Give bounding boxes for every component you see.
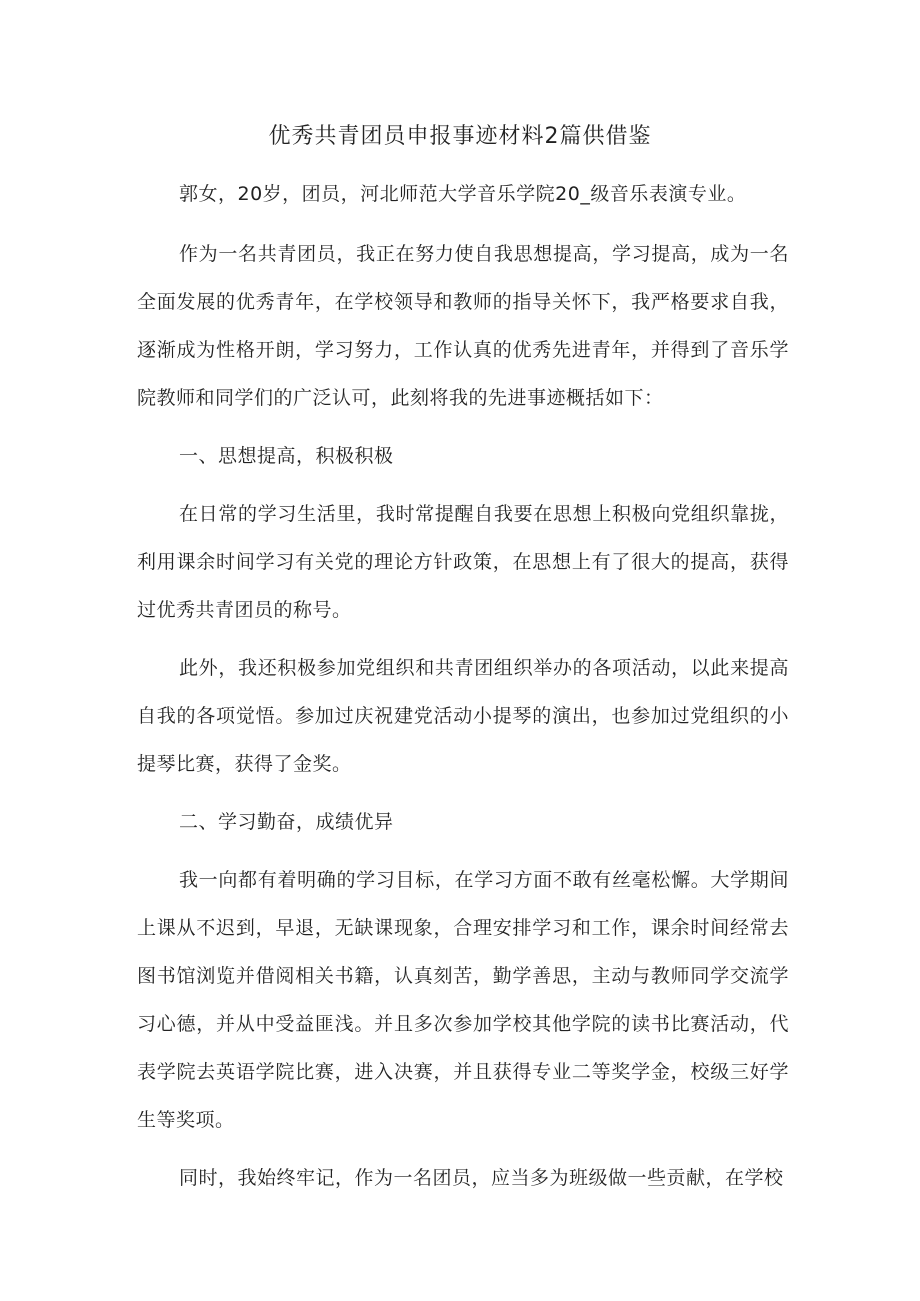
document-title: 优秀共青团员申报事迹材料2篇供借鉴 (268, 124, 652, 149)
paragraph: 此外，我还积极参加党组织和共青团组织举办的各项活动，以此来提高自我的各项觉悟。参加过庆祝建党活动小提琴的演出，也参加过党组织的小提琴比赛，获得了金奖。 (137, 657, 789, 775)
paragraph-intro: 郭女，20岁，团员，河北师范大学音乐学院20_级音乐表演专业。 (179, 183, 747, 205)
section-heading-2: 二、学习勤奋，成绩优异 (179, 811, 394, 833)
paragraph: 我一向都有着明确的学习目标，在学习方面不敢有丝毫松懈。大学期间上课从不迟到，早退，无缺课现象，合理安排学习和工作，课余时间经常去图书馆浏览并借阅相关书籍，认真刻苦，勤学善思，主动与教师同学交流学习心德，并从中受益匪浅。并且多次参加学校其他学院的读书比赛活动，代表学院去英语学院比赛，进入决赛，并且获得专业二等奖学金，校级三好学生等奖项。 (137, 869, 789, 1131)
section-heading-1: 一、思想提高，积极积极 (179, 445, 394, 467)
paragraph: 在日常的学习生活里，我时常提醒自我要在思想上积极向党组织靠拢，利用课余时间学习有关党的理论方针政策，在思想上有了很大的提高，获得过优秀共青团员的称号。 (137, 503, 789, 621)
document-body (137, 170, 789, 1212)
paragraph: 同时，我始终牢记，作为一名团员，应当多为班级做一些贡献，在学校 (179, 1167, 784, 1189)
paragraph-overview: 作为一名共青团员，我正在努力使自我思想提高，学习提高，成为一名全面发展的优秀青年，在学校领导和教师的指导关怀下，我严格要求自我，逐渐成为性格开朗，学习努力，工作认真的优秀先进青年，并得到了音乐学院教师和同学们的广泛认可，此刻将我的先进事迹概括如下： (137, 243, 789, 409)
